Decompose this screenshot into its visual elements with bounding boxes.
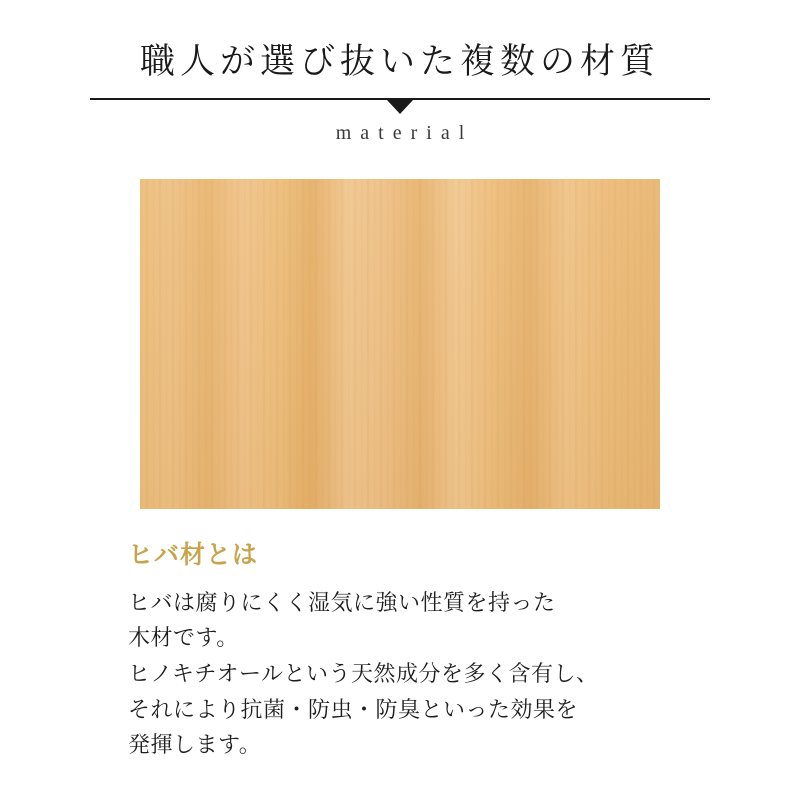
page-header [0, 0, 800, 145]
description-text [128, 585, 680, 763]
description-line: それにより抗菌・防虫・防臭といった効果を [128, 696, 579, 722]
title-divider [90, 98, 710, 100]
page-title: 職人が選び抜いた複数の材質 [139, 42, 660, 81]
section-title: ヒバ材とは [128, 541, 259, 569]
page-subtitle: material [335, 121, 474, 144]
wood-shading-overlay [140, 179, 660, 509]
description-line: ヒノキチオールという天然成分を多く含有し、 [128, 661, 599, 686]
description-line: ヒバは腐りにくく湿気に強い性質を持った [128, 589, 556, 615]
wood-material-photo [140, 179, 660, 509]
material-description [120, 535, 680, 763]
down-triangle-icon [387, 100, 413, 114]
description-line: 木材です。 [128, 625, 239, 651]
description-line: 発揮します。 [128, 732, 262, 758]
